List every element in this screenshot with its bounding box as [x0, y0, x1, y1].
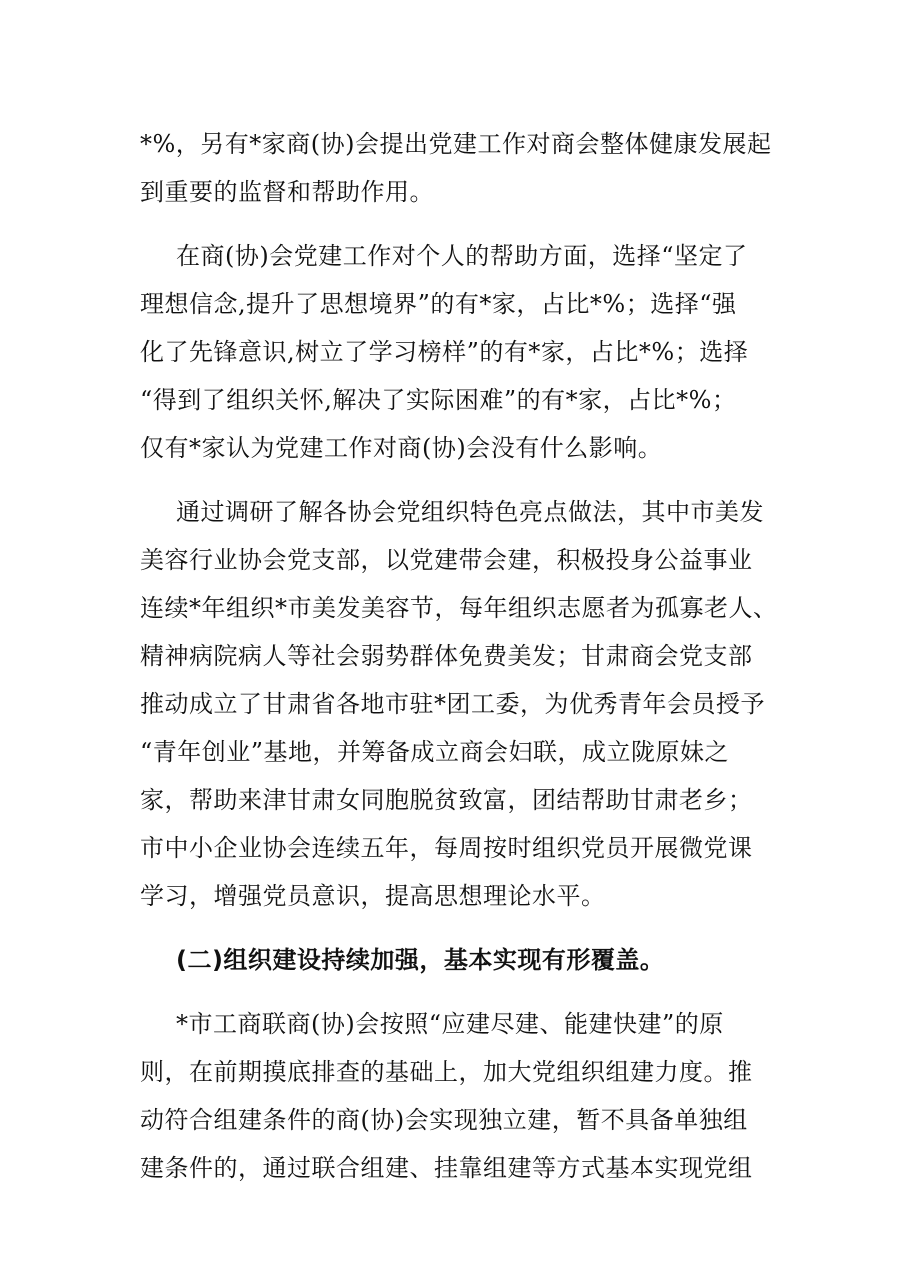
section-heading: (二)组织建设持续加强，基本实现有形覆盖。 — [176, 946, 665, 974]
paragraph-1-line-2: 到重要的监督和帮助作用。 — [140, 178, 434, 206]
paragraph-4-line-1: *市工商联商(协)会按照“应建尽建、能建快建”的原 — [176, 1010, 724, 1038]
paragraph-1-line-1: *%，另有*家商(协)会提出党建工作对商会整体健康发展起 — [140, 130, 772, 158]
paragraph-2-line-2: 理想信念,提升了思想境界”的有*家，占比*%；选择“强 — [140, 290, 737, 318]
paragraph-3-line-6: “青年创业”基地，并筹备成立商会妇联，成立陇原妹之 — [140, 738, 730, 766]
paragraph-3-line-2: 美容行业协会党支部，以党建带会建，积极投身公益事业 — [140, 546, 753, 574]
paragraph-2-line-1: 在商(协)会党建工作对个人的帮助方面，选择“坚定了 — [176, 242, 748, 270]
paragraph-3-line-7: 家，帮助来津甘肃女同胞脱贫致富，团结帮助甘肃老乡； — [140, 786, 753, 814]
paragraph-3-line-5: 推动成立了甘肃省各地市驻*团工委，为优秀青年会员授予 — [140, 690, 765, 718]
paragraph-3-line-4: 精神病院病人等社会弱势群体免费美发；甘肃商会党支部 — [140, 642, 753, 670]
paragraph-3-line-9: 学习，增强党员意识，提高思想理论水平。 — [140, 882, 606, 910]
paragraph-4-line-2: 则，在前期摸底排查的基础上，加大党组织组建力度。推 — [140, 1058, 753, 1086]
paragraph-4-line-4: 建条件的，通过联合组建、挂靠组建等方式基本实现党组 — [140, 1154, 753, 1182]
paragraph-3-line-8: 市中小企业协会连续五年，每周按时组织党员开展微党课 — [140, 834, 753, 862]
paragraph-2-line-3: 化了先锋意识,树立了学习榜样”的有*家，占比*%；选择 — [140, 338, 749, 366]
paragraph-2-line-5: 仅有*家认为党建工作对商(协)会没有什么影响。 — [140, 434, 663, 462]
paragraph-2-line-4: “得到了组织关怀,解决了实际困难”的有*家，占比*%； — [140, 386, 737, 414]
paragraph-4-line-3: 动符合组建条件的商(协)会实现独立建，暂不具备单独组 — [140, 1106, 748, 1134]
paragraph-3-line-1: 通过调研了解各协会党组织特色亮点做法，其中市美发 — [176, 498, 764, 526]
paragraph-3-line-3: 连续*年组织*市美发美容节，每年组织志愿者为孤寡老人、 — [140, 594, 778, 622]
